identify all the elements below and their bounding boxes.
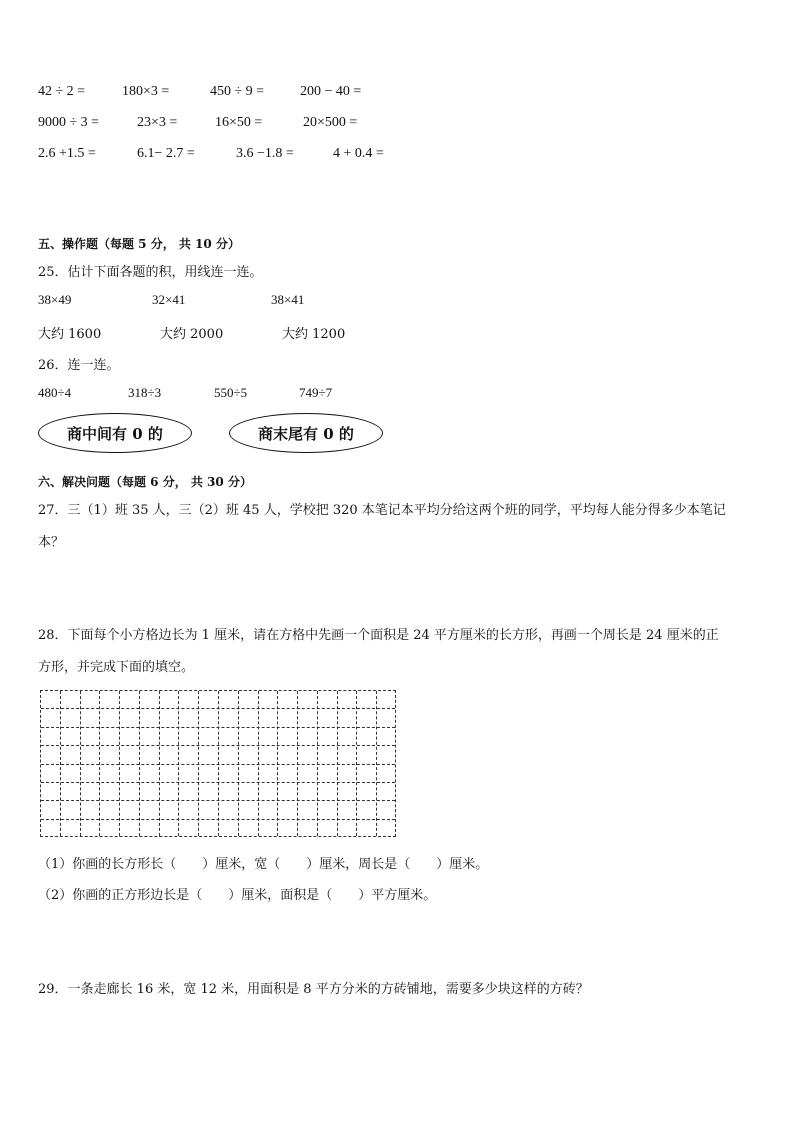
q26-oval-end-zero[interactable] [229,413,383,453]
calc-item: 16×50 = [215,115,263,130]
calc-item: 3.6 −1.8 = [236,146,294,161]
grid-line [41,727,395,728]
calc-item: 20×500 = [303,115,358,130]
q25-item[interactable]: 32×41 [152,292,186,307]
question-29: 29．一条走廊长 16 米，宽 12 米，用面积是 8 平方分米的方砖铺地，需要多少块这样的方砖？ [38,982,589,997]
question-27-line1: 27．三（1）班 35 人，三（2）班 45 人，学校把 320 本笔记本平均分给这两个班的同学，平均每人能分得多少本笔记 [38,503,726,518]
calc-item: 4 + 0.4 = [333,146,384,161]
q26-item[interactable]: 480÷4 [38,385,72,400]
grid-line [41,708,395,709]
grid-line [41,819,395,820]
calc-item: 450 ÷ 9 = [210,84,265,99]
grid-line [41,745,395,746]
q25-item[interactable]: 38×49 [38,292,72,307]
q26-item[interactable]: 550÷5 [214,385,248,400]
calc-item: 9000 ÷ 3 = [38,115,100,130]
calc-item: 42 ÷ 2 = [38,84,86,99]
question-28-line1: 28．下面每个小方格边长为 1 厘米，请在方格中先画一个面积是 24 平方厘米的长方形，再画一个周长是 24 厘米的正 [38,628,719,643]
q26-item[interactable]: 749÷7 [299,385,333,400]
calc-item: 200 − 40 = [300,84,362,99]
calc-item: 6.1− 2.7 = [137,146,195,161]
q26-oval-middle-zero[interactable] [38,413,192,453]
q26-item[interactable]: 318÷3 [128,385,162,400]
q25-answer[interactable]: 大约 2000 [160,327,224,342]
section-title: 六、解决问题（每题 6 分， 共 30 分） [38,475,252,489]
question-28-fill-1[interactable]: （1）你画的长方形长（ ）厘米，宽（ ）厘米，周长是（ ）厘米。 [38,857,489,872]
q25-item[interactable]: 38×41 [271,292,305,307]
grid-line [41,800,395,801]
section-title: 五、操作题（每题 5 分， 共 10 分） [38,237,240,251]
grid-line [41,782,395,783]
calc-item: 23×3 = [137,115,178,130]
question-25: 25．估计下面各题的积，用线连一连。 [38,265,263,280]
q26-oval-label: 商中间有 0 的 [67,424,163,443]
calc-item: 2.6 +1.5 = [38,146,96,161]
question-26: 26．连一连。 [38,358,120,373]
q26-oval-label: 商末尾有 0 的 [258,424,354,443]
q25-answer[interactable]: 大约 1600 [38,327,102,342]
square-grid[interactable] [40,690,396,837]
question-27-line2: 本？ [38,535,65,550]
question-28-line2: 方形，并完成下面的填空。 [38,660,195,675]
question-28-fill-2[interactable]: （2）你画的正方形边长是（ ）厘米，面积是（ ）平方厘米。 [38,888,437,903]
calc-item: 180×3 = [122,84,170,99]
q25-answer[interactable]: 大约 1200 [282,327,346,342]
grid-line [41,764,395,765]
